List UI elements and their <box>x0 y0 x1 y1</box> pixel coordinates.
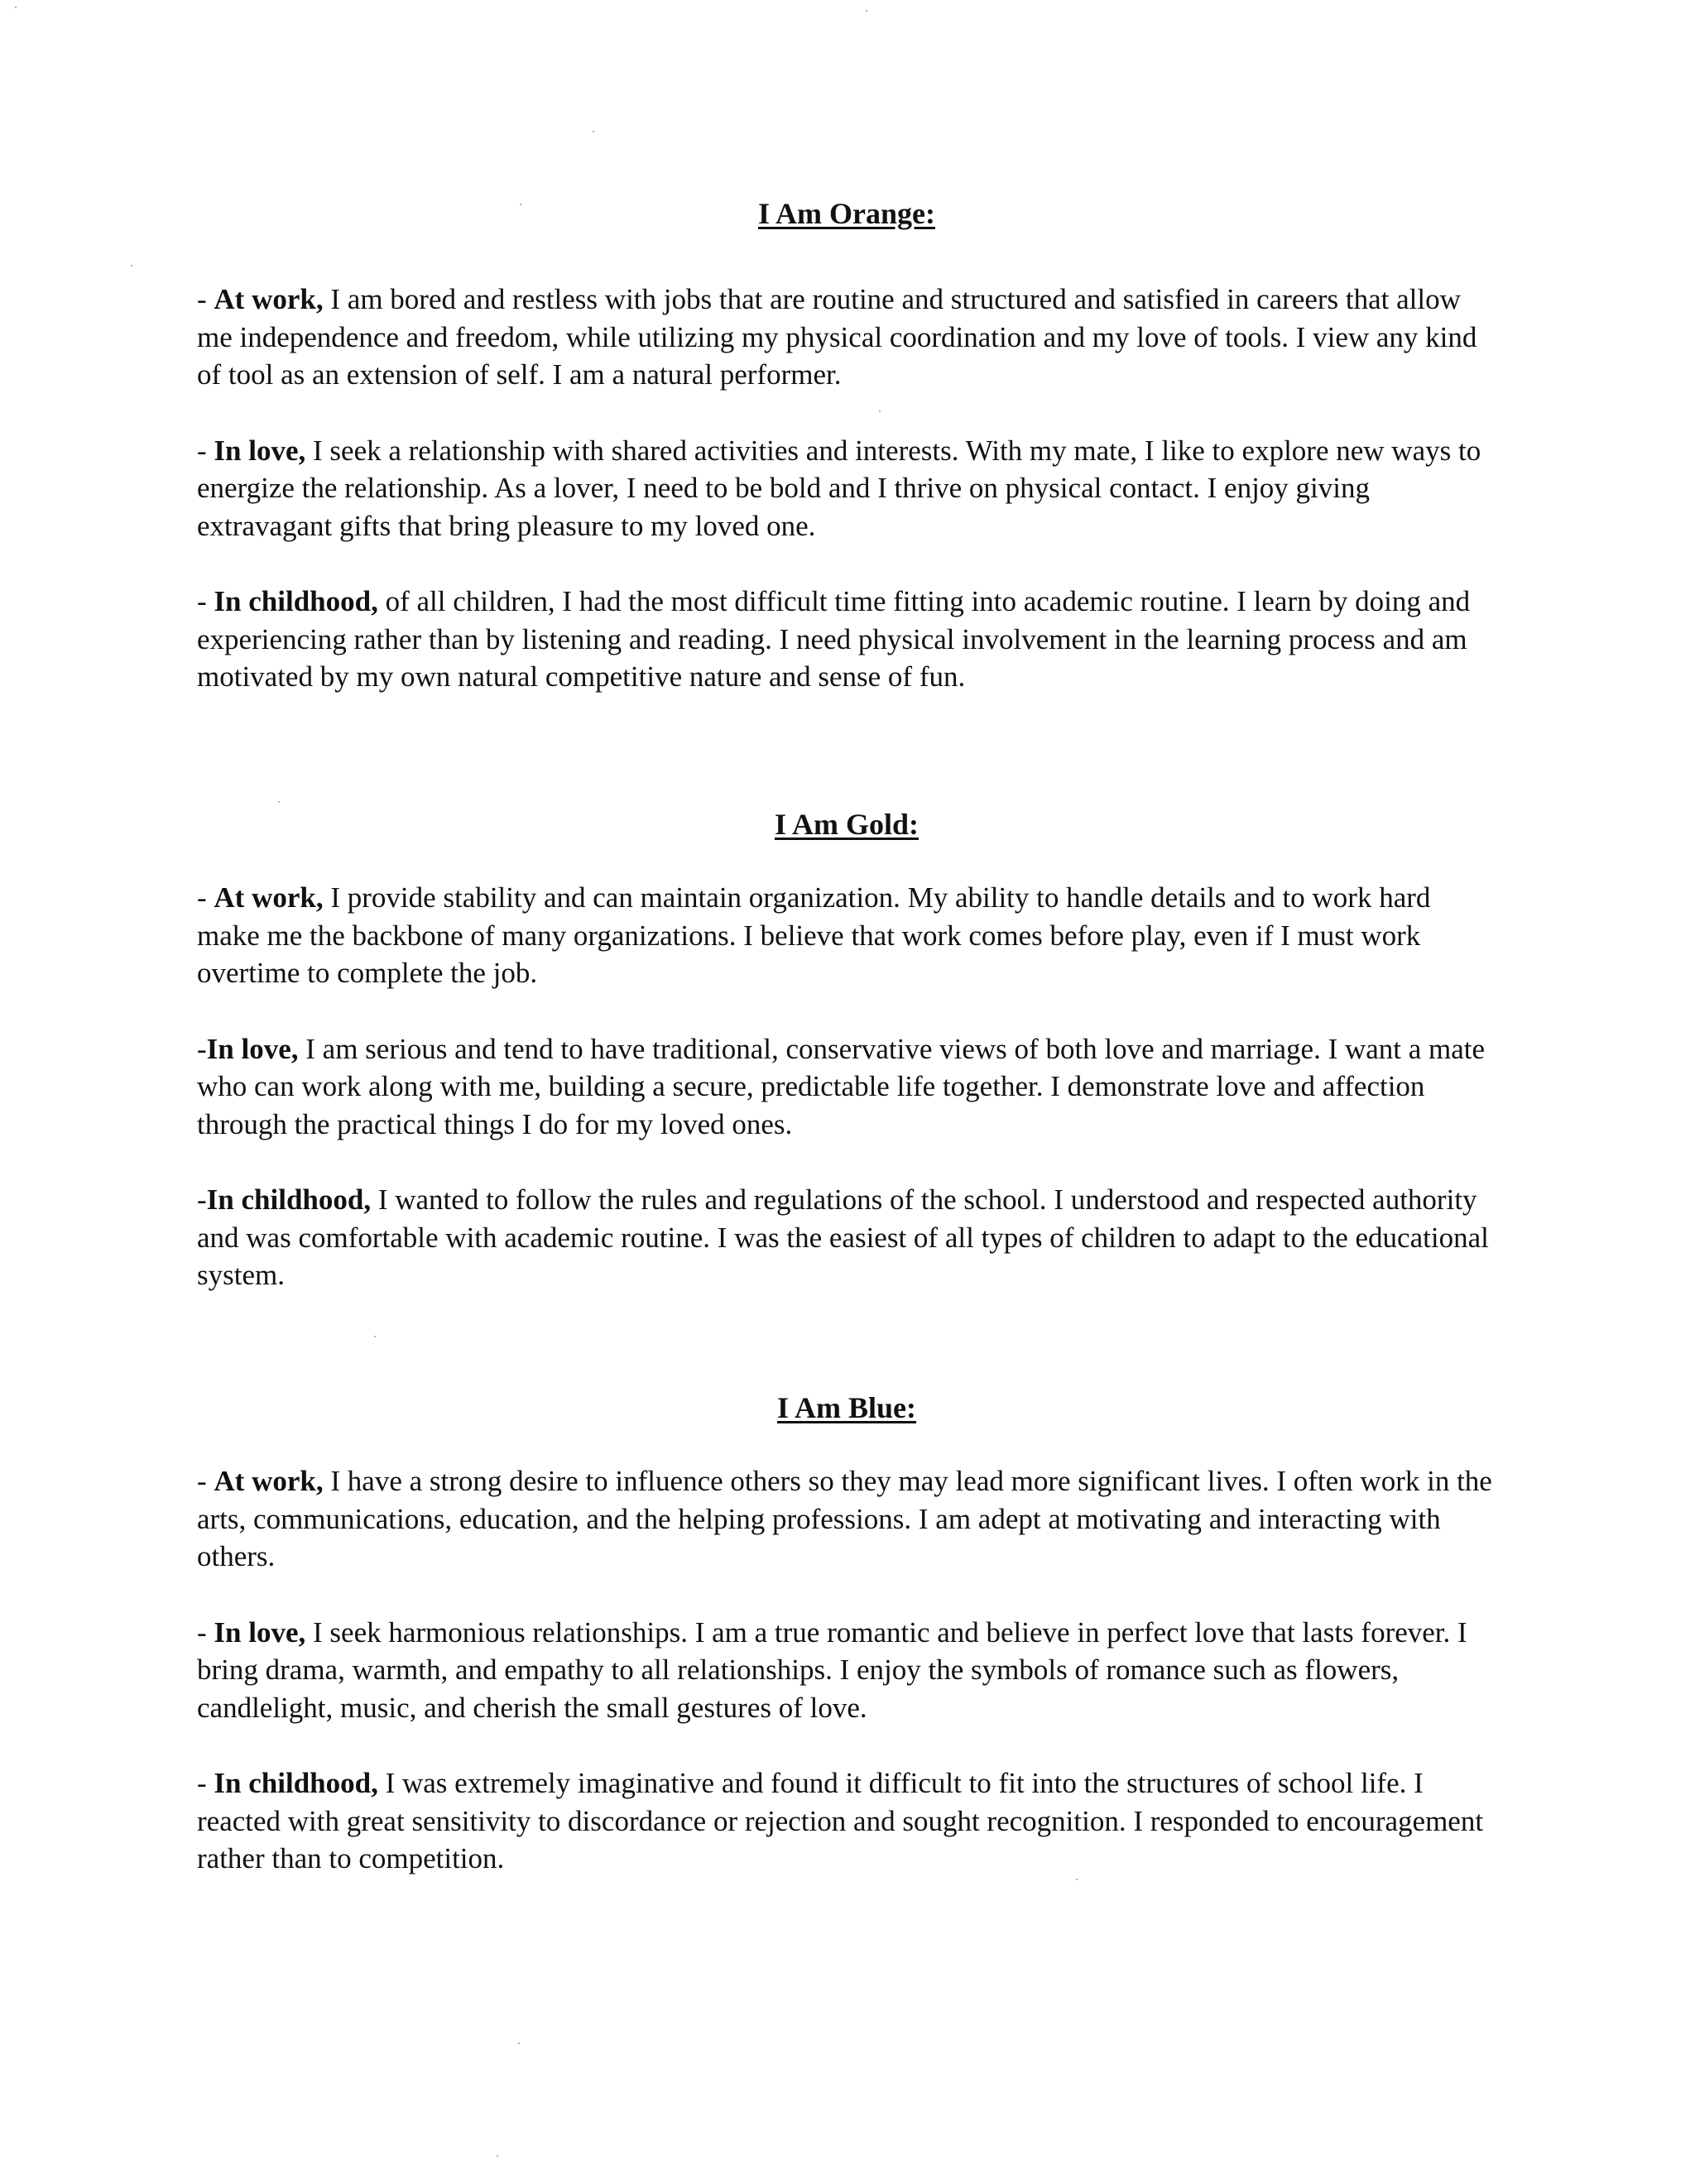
paragraph-prefix: - <box>197 1183 207 1216</box>
paragraph-text: I wanted to follow the rules and regulations of the school. I understood and respected authority and was comfortable with academic routine. I was the easiest of all types of children to adapt to the educational system. <box>197 1183 1496 1291</box>
paragraph-prefix: - <box>197 1767 214 1799</box>
paragraph-label: In childhood, <box>206 1183 372 1216</box>
paragraph-in-love <box>197 1030 1496 1144</box>
scan-speck <box>15 7 17 8</box>
paragraph-prefix: - <box>197 434 214 467</box>
paragraph-prefix: - <box>197 1465 214 1497</box>
section-gold <box>197 808 1496 1294</box>
paragraph-in-childhood <box>197 1181 1496 1294</box>
paragraph-text: I seek a relationship with shared activities and interests. With my mate, I like to explore new ways to energize the relationship. As a lover, I need to be bold and I thrive on physical contact. I enjoy giving extravagant gifts that bring pleasure to my loved one. <box>197 434 1488 542</box>
paragraph-text: I have a strong desire to influence others so they may lead more significant lives. I often work in the arts, communications, education, and the helping professions. I am adept at motivating and interacting with others. <box>197 1465 1500 1572</box>
paragraph-prefix: - <box>197 585 214 617</box>
scan-speck <box>1076 1879 1078 1880</box>
section-heading: I Am Gold: <box>774 808 920 841</box>
paragraph-label: In childhood, <box>214 585 378 617</box>
paragraph-prefix: - <box>197 1615 214 1649</box>
section-heading: I Am Orange: <box>758 197 935 230</box>
paragraph-label: At work, <box>214 881 324 914</box>
scan-speck <box>866 10 867 12</box>
scan-speck <box>278 801 280 803</box>
paragraph-text: of all children, I had the most difficult time fitting into academic routine. I learn by doing and experiencing rather than by listening and reading. I need physical involvement in the learning process and am motivated by my own natural competitive nature and sense of fun. <box>197 585 1477 693</box>
scan-speck <box>374 1336 376 1337</box>
paragraph-text: I am serious and tend to have traditional, conservative views of both love and marriage. I want a mate who can work along with me, building a secure, predictable life together. I demonstrate love and affection through the practical things I do for my loved ones. <box>197 1032 1492 1140</box>
paragraph-in-love <box>197 432 1496 545</box>
paragraph-label: In love, <box>206 1032 299 1065</box>
paragraph-in-childhood <box>197 1764 1496 1878</box>
scan-speck <box>593 131 594 132</box>
paragraph-label: In childhood, <box>214 1767 378 1799</box>
paragraph-in-love <box>197 1614 1496 1727</box>
section-orange <box>197 197 1496 696</box>
paragraph-label: At work, <box>214 283 324 315</box>
paragraph-prefix: - <box>197 1032 207 1065</box>
paragraph-text: I was extremely imaginative and found it difficult to fit into the structures of school life. I reacted with great sensitivity to discordance or rejection and sought recognition. I responded to encouragement rather than to competition. <box>197 1767 1491 1874</box>
scan-speck <box>497 2155 498 2157</box>
paragraph-label: In love, <box>214 1615 306 1649</box>
paragraph-prefix: - <box>197 881 214 914</box>
scan-speck <box>518 2042 520 2044</box>
paragraph-label: At work, <box>214 1465 324 1497</box>
section-blue <box>197 1391 1500 1878</box>
paragraph-text: I seek harmonious relationships. I am a true romantic and believe in perfect love that lasts forever. I bring drama, warmth, and empathy to all relationships. I enjoy the symbols of romance such as flowers, candlelight, music, and cherish the small gestures of love. <box>197 1615 1475 1724</box>
scan-speck <box>131 265 132 266</box>
paragraph-label: In love, <box>214 434 306 467</box>
paragraph-in-childhood <box>197 583 1496 696</box>
paragraph-text: I provide stability and can maintain organization. My ability to handle details and to work hard make me the backbone of many organizations. I believe that work comes before play, even if I must work overtime to complete the job. <box>197 881 1438 989</box>
paragraph-at-work <box>197 879 1496 992</box>
paragraph-prefix: - <box>197 283 214 315</box>
paragraph-at-work <box>197 281 1496 394</box>
paragraph-at-work <box>197 1462 1500 1576</box>
section-heading: I Am Blue: <box>776 1391 916 1424</box>
paragraph-text: I am bored and restless with jobs that are routine and structured and satisfied in careers that allow me independence and freedom, while utilizing my physical coordination and my love of tools. I view any kind of tool as an extension of self. I am a natural performer. <box>197 283 1485 391</box>
